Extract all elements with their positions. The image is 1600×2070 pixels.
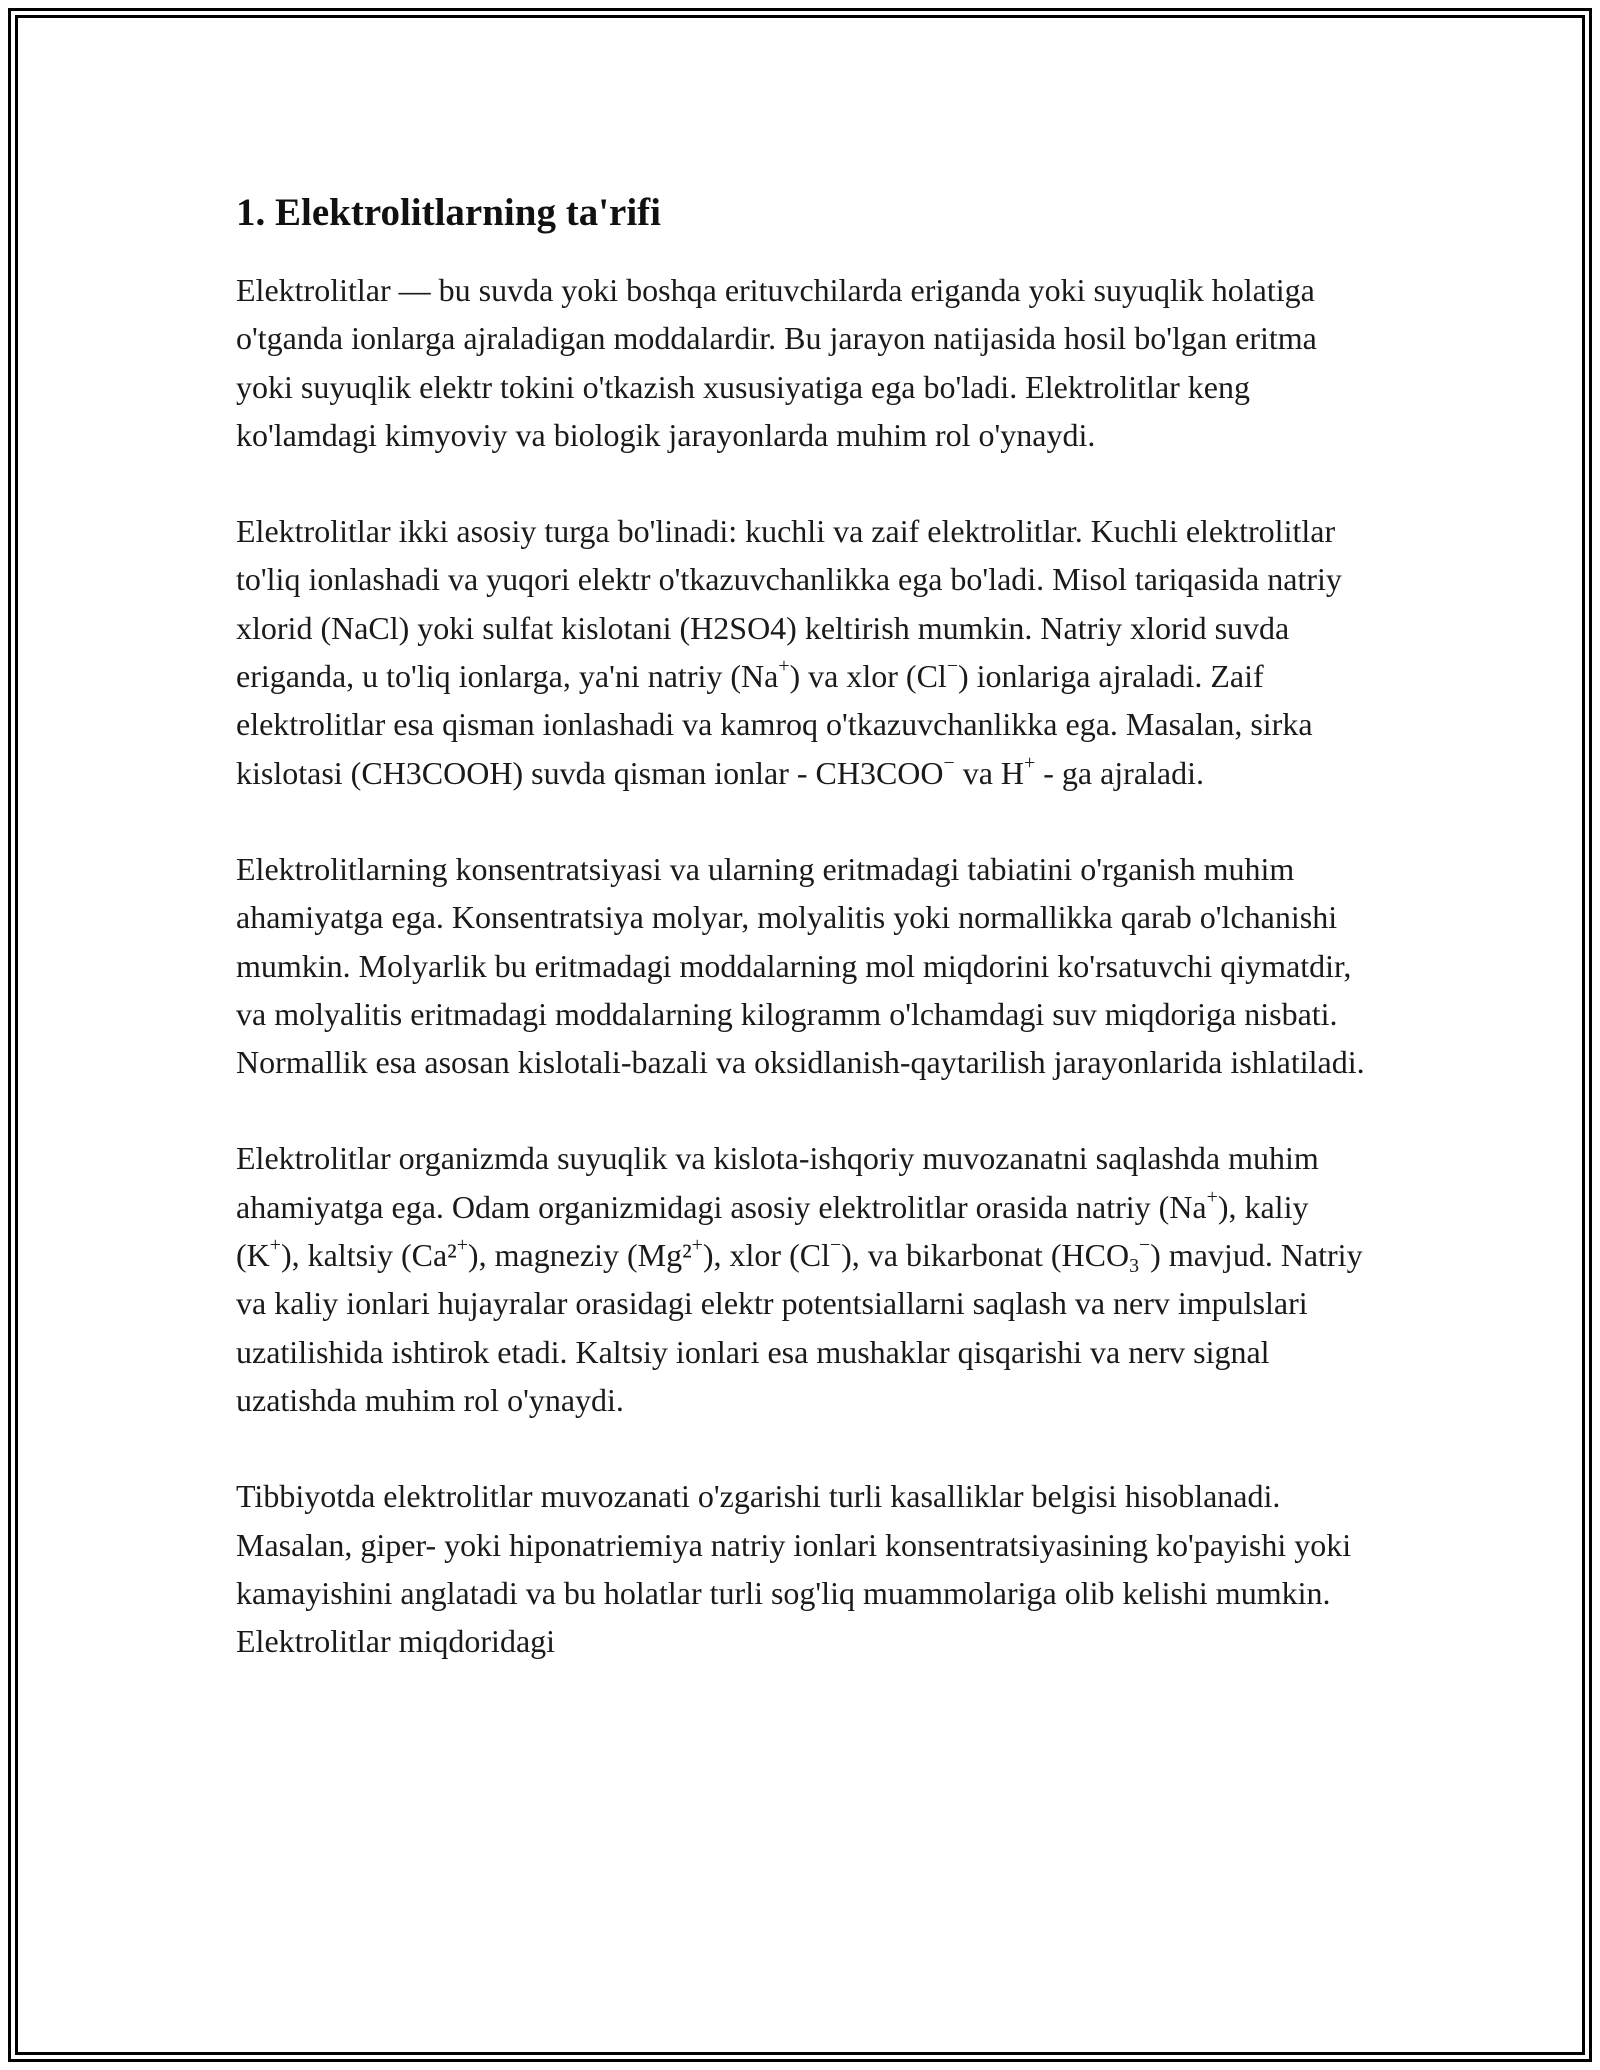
text-run: va H <box>954 754 1025 791</box>
superscript: + <box>691 1234 703 1257</box>
text-run: ), kaliy (K <box>236 1188 1309 1274</box>
text-run: ), xlor (Cl <box>702 1237 830 1274</box>
paragraph-medicine: Tibbiyotda elektrolitlar muvozanati o'zgarishi turli kasalliklar belgisi hisoblanadi. Masalan, giper- yoki hiponatriemiya natriy ionlari konsentratsiyasining ko'payishi yoki kamayishini anglatadi va bu holatlar turli sog'liq muammolariga olib kelishi mumkin. Elektrolitlar miqdoridagi <box>236 1478 1352 1660</box>
document-body <box>236 188 1376 1713</box>
section-heading: 1. Elektrolitlarning ta'rifi <box>236 191 662 234</box>
text-run: - ga ajraladi. <box>1035 754 1204 791</box>
superscript: + <box>778 655 790 678</box>
text-run: Elektrolitlar ikki asosiy turga bo'linadi: kuchli va zaif elektrolitlar. Kuchli elektrolitlar to'liq ionlashadi va yuqori elektr o'tkazuvchanlikka ega bo'ladi. Misol tariqasida natriy xlorid (NaCl) yoki sulfat kislotani (H2SO4) keltirish mumkin. Natriy xlorid suvda eriganda, u to'liq ionlarga, ya'ni natriy (Na <box>236 513 1342 695</box>
superscript: − <box>1138 1234 1151 1257</box>
text-run: ), magneziy (Mg² <box>467 1237 692 1274</box>
superscript: + <box>1024 751 1036 774</box>
superscript: + <box>269 1234 281 1257</box>
text-run: ), kaltsiy (Ca² <box>280 1237 457 1274</box>
superscript: − <box>943 751 955 774</box>
text-run: ) va xlor (Cl <box>789 658 947 695</box>
text-run: ) ionlariga ajraladi. Zaif elektrolitlar esa qisman ionlashadi va kamroq o'tkazuvchanlikka ega. Masalan, sirka kislotasi (CH3COOH) suvda qisman ionlar - CH3COO <box>236 658 1313 791</box>
superscript: − <box>829 1234 842 1257</box>
superscript: − <box>946 655 958 678</box>
text-run: Elektrolitlar organizmda suyuqlik va kislota-ishqoriy muvozanatni saqlashda muhim ahamiyatga ega. Odam organizmidagi asosiy elektrolitlar orasida natriy (Na <box>236 1140 1319 1225</box>
paragraph-concentration: Elektrolitlarning konsentratsiyasi va ularning eritmadagi tabiatini o'rganish muhim ahamiyatga ega. Konsentratsiya molyar, molyalitis yoki normallikka qarab o'lchanishi mumkin. Molyarlik bu eritmadagi moddalarning mol miqdorini ko'rsatuvchi qiymatdir, va molyalitis eritmadagi moddalarning kilogramm o'lchamdagi suv miqdoriga nisbati. Normallik esa asosan kislotali-bazali va oksidlanish-qaytarilish jarayonlarida ishlatiladi. <box>236 850 1365 1081</box>
text-run: ) mavjud. Natriy va kaliy ionlari hujayralar orasidagi elektr potentsiallarni saqlash va nerv impulslari uzatilishida ishtirok etadi. Kaltsiy ionlari esa mushaklar qisqarishi va nerv signal uzatishda muhim rol o'ynaydi. <box>236 1237 1363 1418</box>
paragraph-definition: Elektrolitlar — bu suvda yoki boshqa erituvchilarda eriganda yoki suyuqlik holatiga o'tganda ionlarga ajraladigan moddalardir. Bu jarayon natijasida hosil bo'lgan eritma yoki suyuqlik elektr tokini o'tkazish xususiyatiga ega bo'ladi. Elektrolitlar keng ko'lamdagi kimyoviy va biologik jarayonlarda muhim rol o'ynaydi. <box>236 272 1317 453</box>
superscript: + <box>456 1234 468 1257</box>
superscript: + <box>1206 1185 1218 1208</box>
subscript: 3 <box>1129 1254 1139 1277</box>
paragraph-types <box>236 507 1376 797</box>
paragraph-organism <box>236 1134 1376 1424</box>
text-run: ), va bikarbonat (HCO <box>841 1237 1130 1274</box>
